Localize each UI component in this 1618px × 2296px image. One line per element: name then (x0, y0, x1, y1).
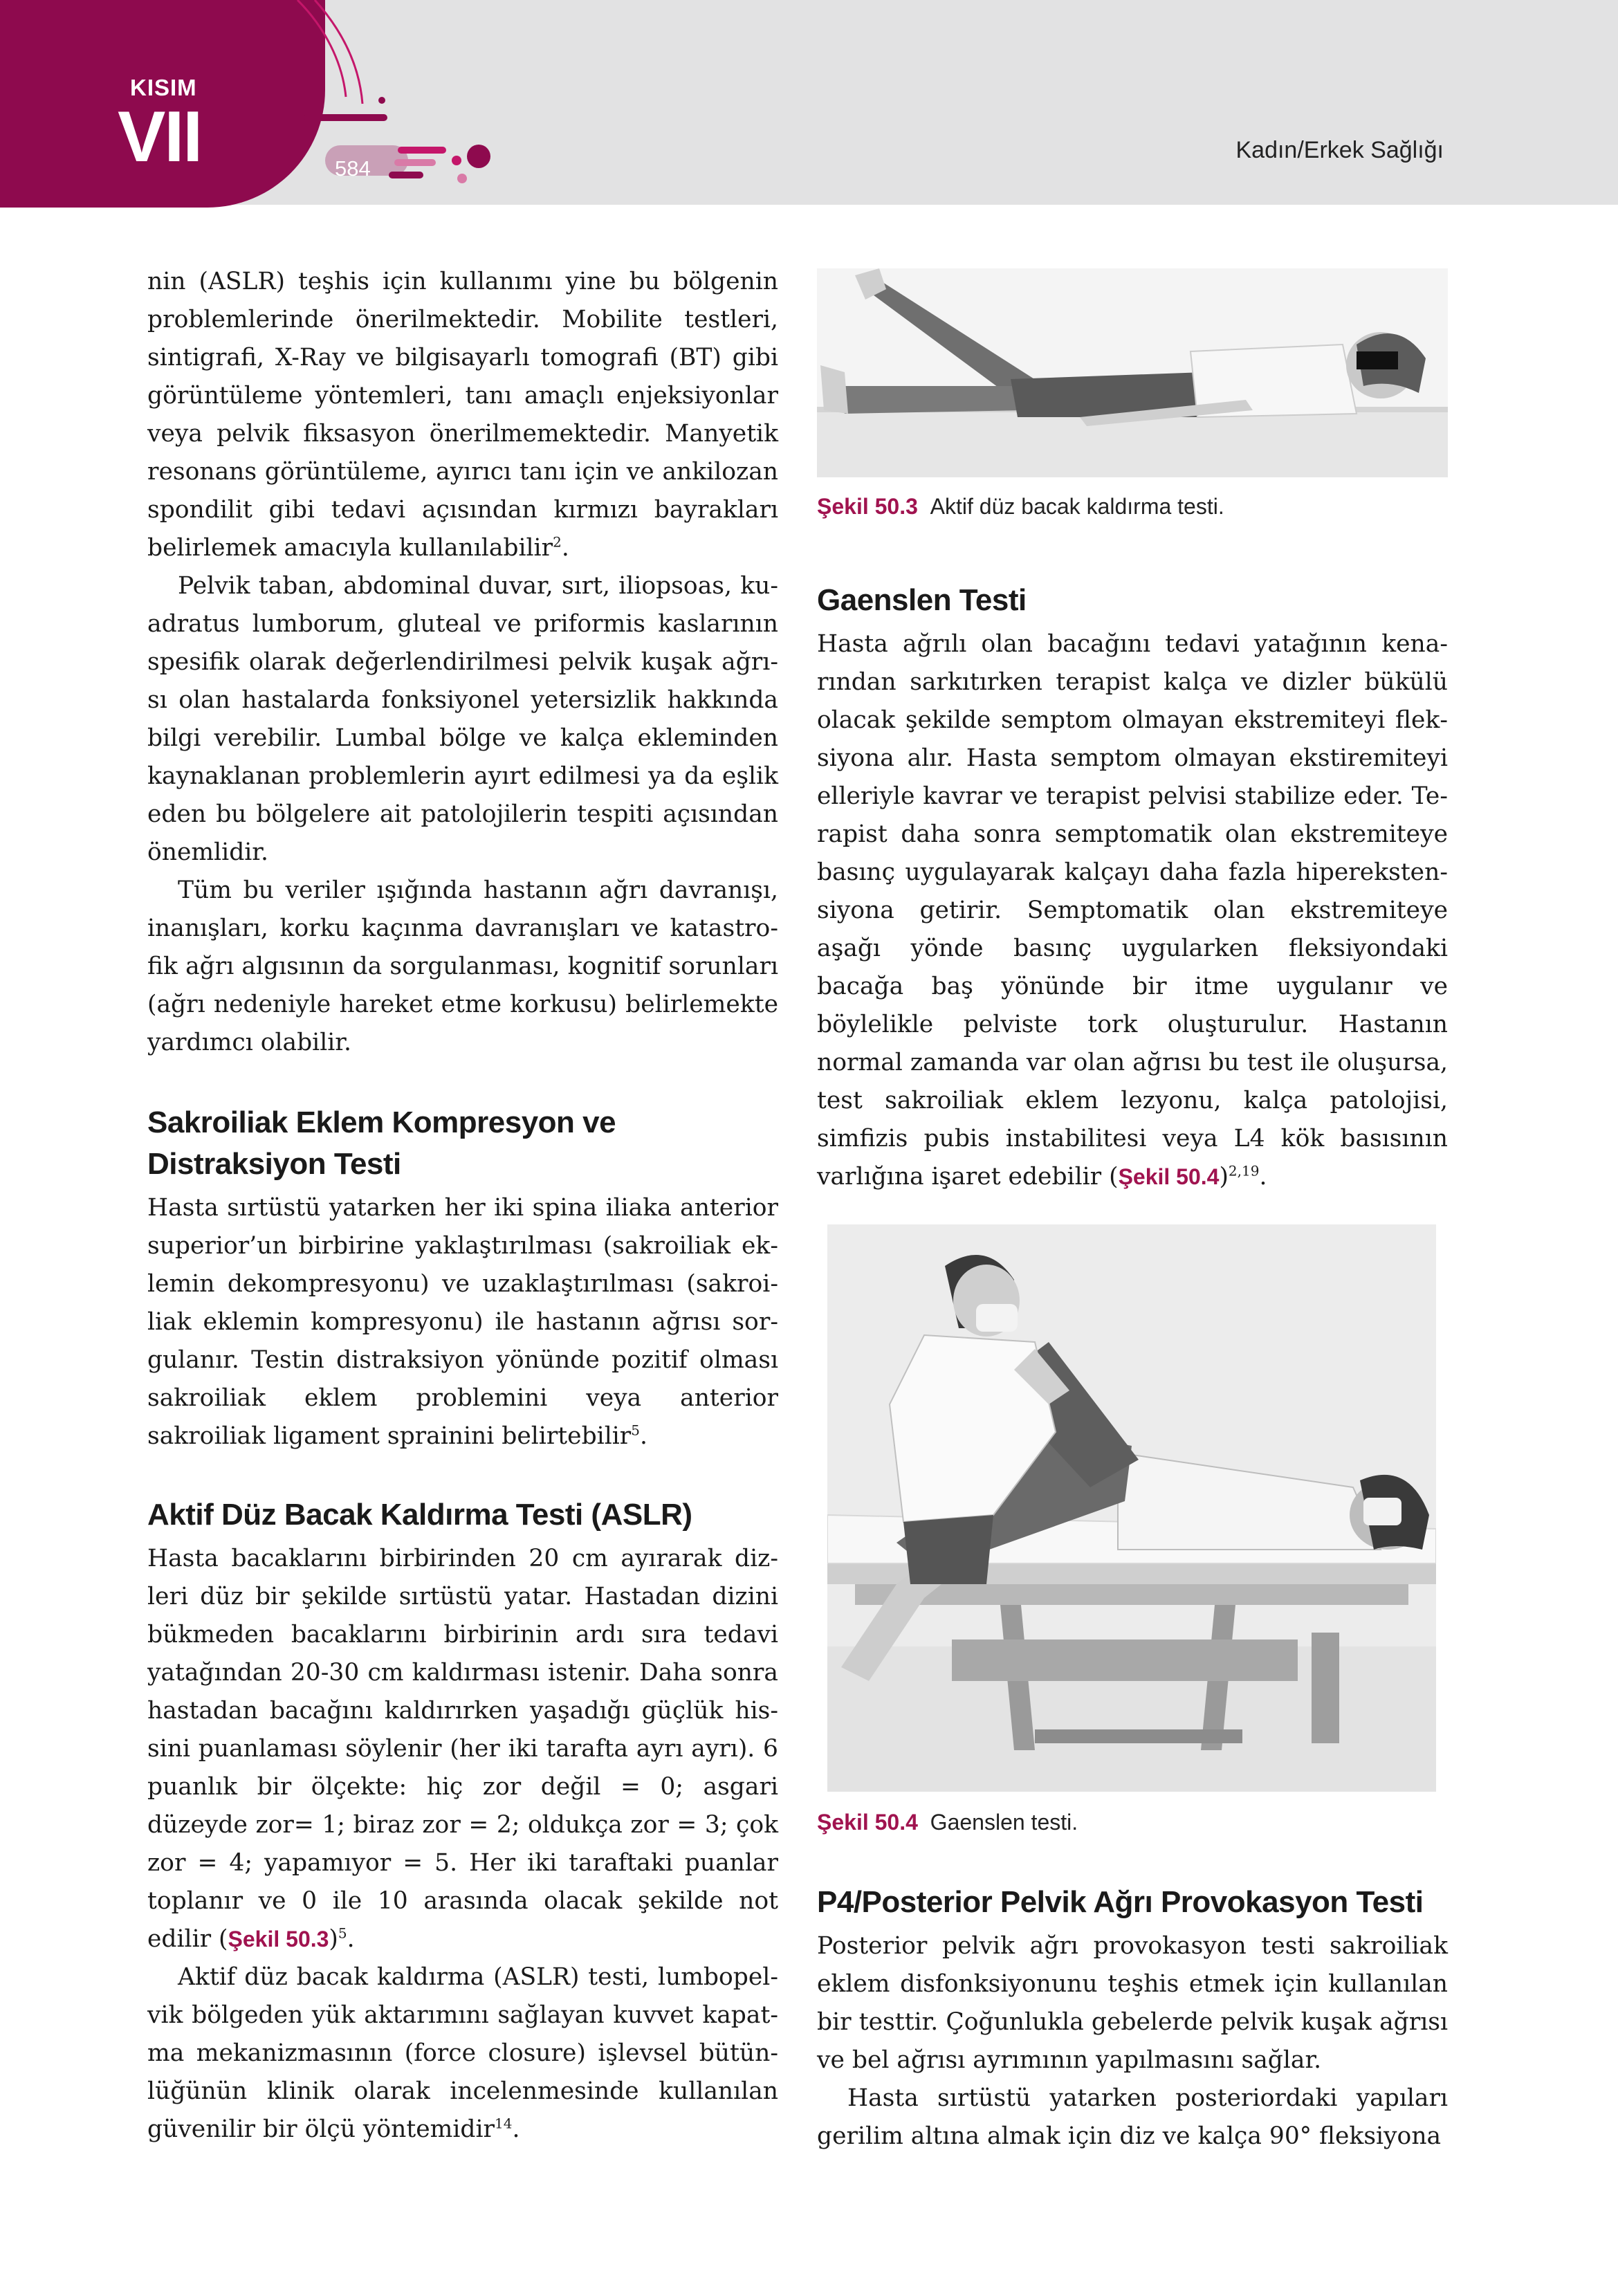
paragraph: nin (ASLR) teşhis için kullanımı yine bu bölgenin problemlerinde önerilmektedir. Mobilite testleri, sintigrafi, X-Ray ve bilgisayarlı tomografi (BT) gibi görüntüleme yöntemleri, tanı amaçlı enjeksiyonlar veya pelvik fiksasyon önerilmemektedir. Manyetik resonans görüntüleme, ayırıcı tanı için ve ankilozan spondilit gibi tedavi açısından kırmızı bayrakları belirlemek amacıyla kullanılabilir$^2$. (147, 268, 778, 562)
figure-label: Şekil 50.3 (817, 494, 918, 519)
paragraph: Aktif düz bacak kaldırma (ASLR) testi, lumbopelvik bölgeden yük aktarımını sağlayan kuvvet kapatma mekanizmasının (force closure) işlevsel bütünlüğünün klinik olarak incelenmesinde kullanılan güvenilir bir ölçü yöntemidir$^{14}$. (147, 1963, 778, 2143)
figure-link[interactable]: Şekil 50.3 (228, 1927, 329, 1951)
paragraph: Tüm bu veriler ışığında hastanın ağrı davranışı, inanışları, korku kaçınma davranışları ve katastrofik ağrı algısının da sorgulanması, kognitif sorunları (ağrı nedeniyle hareket etme korkusu) belirlemekte yardımcı olabilir. (147, 876, 778, 1056)
figure-aslr-photo (817, 268, 1448, 477)
figure-caption-block (817, 1807, 1448, 1837)
header-decoration (0, 0, 526, 208)
figure-link[interactable]: Şekil 50.4 (1118, 1164, 1220, 1189)
section-heading: Gaenslen Testi (817, 583, 1027, 617)
right-column-text (817, 1882, 1448, 2156)
paragraph: Hasta sırtüstü yatarken her iki spina iliaka anterior superior’un birbirine yaklaştırılması (sakroiliak eklemin dekompresyonu) ve uzaklaştırılması (sakroiliak eklemin kompresyonu) ile hastanın ağrısı sorgulanır. Testin distraksiyon yönünde pozitif olması sakroiliak eklem problemini veya anterior sakroiliak ligament sprainini belirtebilir$^5$. (147, 1194, 778, 1450)
right-column-text (817, 580, 1448, 1196)
section-heading: Aktif Düz Bacak Kaldırma Testi (ASLR) (147, 1498, 692, 1532)
citation: 5 (631, 1422, 640, 1439)
paragraph: Pelvik taban, abdominal duvar, sırt, iliopsoas, kuadratus lumborum, gluteal ve priformis kaslarının spesifik olarak değerlendirilmesi pelvik kuşak ağrısı olan hastalarda fonksiyonel yetersizlik hakkında bilgi verebilir. Lumbal bölge ve kalça ekleminden kaynaklanan problemlerin ayırt edilmesi ya da eşlik eden bu bölgelere ait patolojilerin tespiti açısından önemlidir. (147, 572, 778, 866)
left-column (147, 263, 778, 2149)
citation: 14 (495, 2115, 513, 2132)
citation: 5 (338, 1925, 347, 1942)
figure-label: Şekil 50.4 (817, 1810, 918, 1835)
paragraph: Hasta ağrılı olan bacağını tedavi yatağının kenarından sarkıtırken terapist kalça ve dizler bükülü olacak şekilde semptom olmayan ekstremiteyi fleksiyona alır. Hasta semptom olmayan ekstiremiteyi elleriyle kavrar ve terapist pelvisi stabilize eder. Terapist daha sonra semptomatik olan ekstremiteye basınç uygulayarak kalçayı daha fazla hiperekstensiyona getirir. Semptomatik olan ekstremiteye aşağı yönde basınç uygularken fleksiyondaki bacağa baş yönünde bir itme uygulanır ve böylelikle pelviste tork oluşturulur. Hastanın normal zamanda var olan ağrısı bu test ile oluşursa, test sakroiliak eklem lezyonu, kalça patolojisi, simfizis pubis instabilitesi veya L4 kök basısının varlığına işaret edebilir (Şekil 50.4)$^{2,19}$. (817, 630, 1448, 1191)
figure-caption-block (817, 491, 1448, 522)
section-heading: Sakroiliak Eklem Kompresyon ve Distraksiyon Testi (147, 1105, 616, 1181)
part-number: VII (118, 97, 202, 177)
figure-gaenslen-photo (827, 1224, 1436, 1792)
figure-caption: Şekil 50.3 Aktif düz bacak kaldırma testi. (817, 494, 1224, 519)
paragraph: Hasta sırtüstü yatarken posteriordaki yapıları gerilim altına almak için diz ve kalça 90° fleksiyona (817, 2084, 1448, 2150)
figure-caption: Şekil 50.4 Gaenslen testi. (817, 1810, 1078, 1835)
citation: 2,19 (1228, 1162, 1260, 1179)
page-number: 584 (335, 156, 371, 181)
citation: 2 (553, 533, 562, 551)
running-head: Kadın/Erkek Sağlığı (1235, 137, 1444, 163)
part-label: KISIM (130, 75, 197, 100)
paragraph: Hasta bacaklarını birbirinden 20 cm ayırarak dizleri düz bir şekilde sırtüstü yatar. Hastadan dizini bükmeden bacaklarını birbirinin ardı sıra tedavi yatağından 20-30 cm kaldırması istenir. Daha sonra hastadan bacağını kaldırırken yaşadığı güçlük hissini puanlaması söylenir (her iki tarafta ayrı ayrı). 6 puanlık bir ölçekte: hiç zor değil = 0; asgari düzeyde zor= 1; biraz zor = 2; oldukça zor = 3; çok zor = 4; yapamıyor = 5. Her iki taraftaki puanlar toplanır ve 0 ile 10 arasında olacak şekilde not edilir (Şekil 50.3)$^5$. (147, 1545, 778, 1953)
paragraph: Posterior pelvik ağrı provokasyon testi sakroiliak eklem disfonksiyonunu teşhis etmek için kullanılan bir testtir. Çoğunlukla gebelerde pelvik kuşak ağrısı ve bel ağrısı ayrımının yapılmasını sağlar. (817, 1932, 1448, 2074)
section-heading: P4/Posterior Pelvik Ağrı Provokasyon Testi (817, 1885, 1424, 1919)
